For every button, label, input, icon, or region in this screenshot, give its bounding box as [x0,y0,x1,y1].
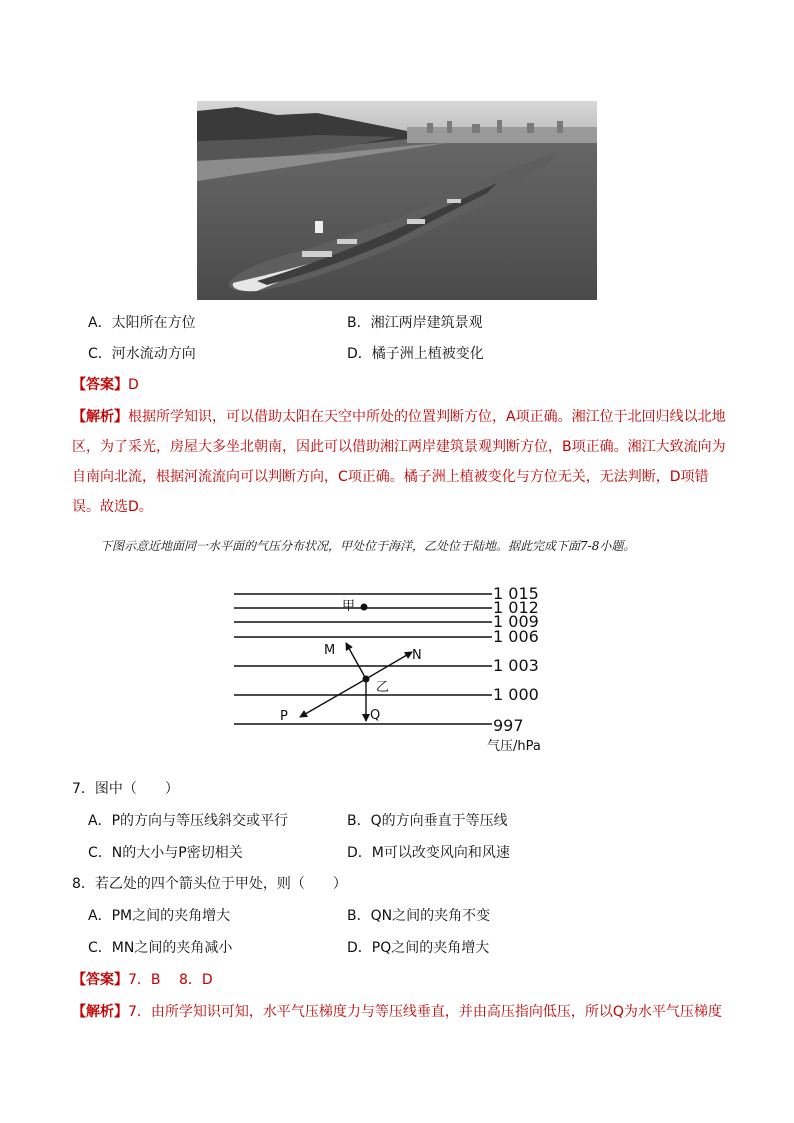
isobar-diagram [230,578,560,758]
isobar-label: 1 015 [493,584,539,603]
q6-analysis-text: 根据所学知识，可以借助太阳在天空中所处的位置判断方位，A项正确。湘江位于北回归线以北地区，为了采光，房屋大多坐北朝南，因此可以借助湘江两岸建筑景观判断方位，B项正确。湘江大致流向为自南向北流，根据河流流向可以判断方向，C项正确。橘子洲上植被变化与方位无关，无法判断，D项错误。故选D。 [72,409,726,515]
q7-stem: 7．图中（ ） [72,781,179,797]
q7-option-a: A．P的方向与等压线斜交或平行 [88,813,289,829]
arrow-m [346,643,366,679]
arrow-q-label: Q [370,708,381,723]
q6-option-a: A．太阳所在方位 [88,315,196,331]
point-jia [361,604,368,611]
arrow-p [300,679,366,717]
q8-stem: 8．若乙处的四个箭头位于甲处，则（ ） [72,876,347,892]
analysis-tag: 【解析】 [72,1004,128,1020]
q6-option-d: D．橘子洲上植被变化 [347,346,484,362]
q6-answer-line [72,375,139,395]
isobar-label: 1 009 [493,612,539,631]
q8-option-b: B．QN之间的夹角不变 [347,908,491,924]
isobar-label: 1 003 [493,656,539,675]
arrow-n-label: N [412,648,422,663]
isobar-label: 1 006 [493,627,539,646]
arrow-p-label: P [280,709,288,724]
q78-intro: 下图示意近地面同一水平面的气压分布状况，甲处位于海洋，乙处位于陆地。据此完成下面7-8小题。 [100,539,636,553]
q7-option-b: B．Q的方向垂直于等压线 [347,813,508,829]
q78-answer-line [72,970,213,990]
isobar-label: 997 [493,716,524,735]
q8-option-a: A．PM之间的夹角增大 [88,908,231,924]
answer-tag: 【答案】 [72,972,128,988]
point-yi-label: 乙 [376,680,390,695]
analysis-tag: 【解析】 [72,409,128,425]
q7-option-c: C．N的大小与P密切相关 [88,845,243,861]
juzizhou-photo [197,101,597,300]
q8-option-c: C．MN之间的夹角减小 [88,940,233,956]
isobar-label: 1 012 [493,598,539,617]
answer-tag: 【答案】 [72,377,128,393]
q8-option-d: D．PQ之间的夹角增大 [347,940,490,956]
unit-label: 气压/hPa [487,739,541,754]
q6-answer: D [128,377,139,393]
q78-answer: 7．B 8．D [128,972,213,988]
q6-option-b: B．湘江两岸建筑景观 [347,315,483,331]
q78-analysis-text: 7．由所学知识可知，水平气压梯度力与等压线垂直，并由高压指向低压，所以Q为水平气压梯度 [128,1004,722,1020]
point-jia-label: 甲 [342,599,356,614]
isobar-label: 1 000 [493,685,539,704]
q7-option-d: D．M可以改变风向和风速 [347,845,510,861]
q78-analysis [72,997,732,1027]
arrow-m-label: M [324,643,336,658]
q6-option-c: C．河水流动方向 [88,346,196,362]
q6-analysis [72,402,732,522]
